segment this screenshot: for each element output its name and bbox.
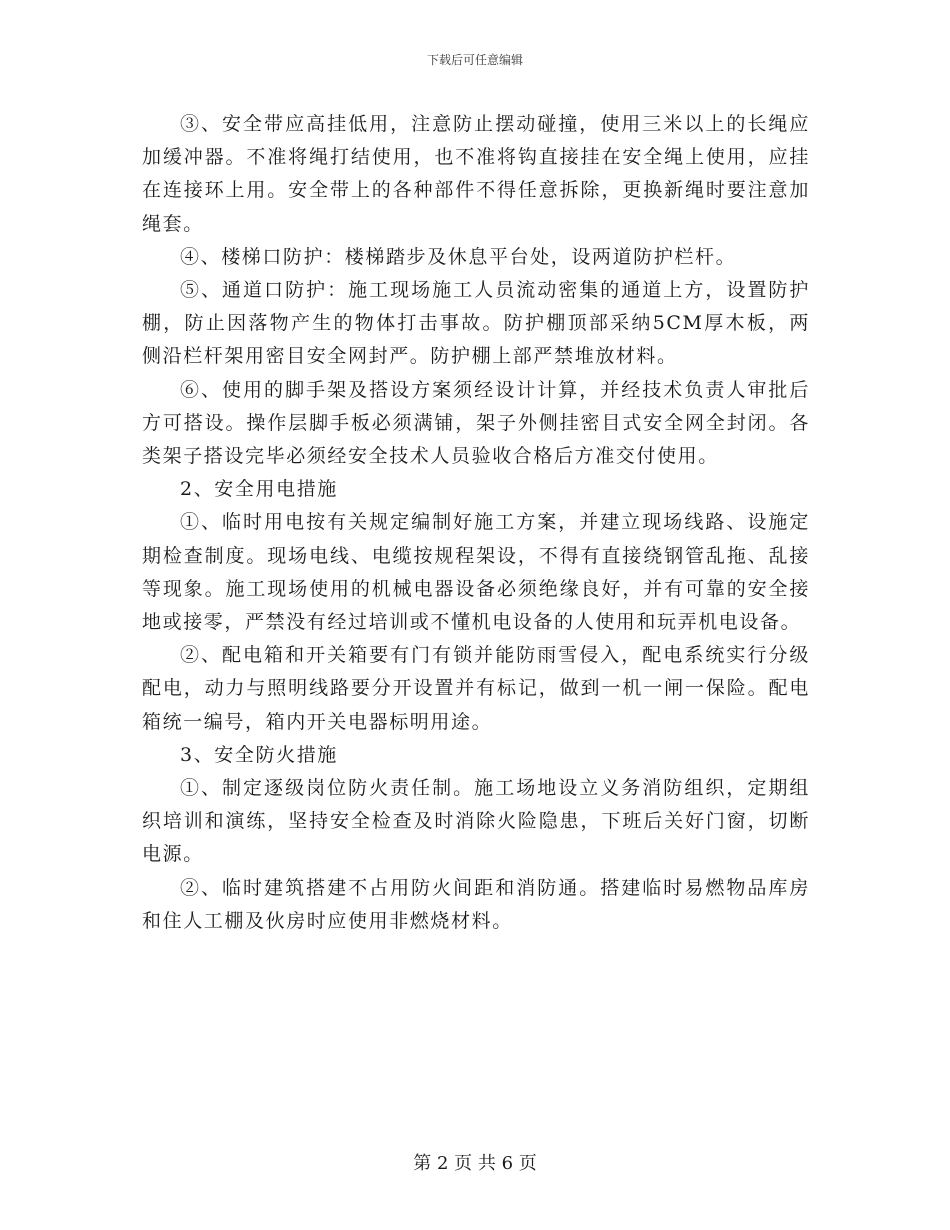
paragraph-scaffolding: ⑥、使用的脚手架及搭设方案须经设计计算，并经技术负责人审批后方可搭设。操作层脚手板必须满铺，架子外侧挂密目式安全网全封闭。各类架子搭设完毕必须经安全技术人员验收合格后方准交付使用。 (142, 378, 810, 468)
paragraph-stair-protection: ④、楼梯口防护：楼梯踏步及休息平台处，设两道防护栏杆。 (180, 245, 737, 268)
section-heading-electrical-safety: 2、安全用电措施 (180, 478, 338, 501)
paragraph-safety-belt: ③、安全带应高挂低用，注意防止摆动碰撞，使用三米以上的长绳应加缓冲器。不准将绳打结使用，也不准将钩直接挂在安全绳上使用，应挂在连接环上用。安全带上的各种部件不得任意拆除，更换新绳时要注意加绳套。 (142, 113, 810, 235)
paragraph-temporary-buildings: ②、临时建筑搭建不占用防火间距和消防通。搭建临时易燃物品库房和住人工棚及伙房时应使用非燃烧材料。 (142, 876, 810, 932)
section-heading-fire-safety: 3、安全防火措施 (180, 743, 338, 766)
page-header: 下载后可任意编辑 (426, 53, 523, 67)
page-number: 第 2 页 共 6 页 (413, 1153, 537, 1174)
paragraph-fire-responsibility: ①、制定逐级岗位防火责任制。施工场地设立义务消防组织，定期组织培训和演练，坚持安全检查及时消除火险隐患，下班后关好门窗，切断电源。 (142, 777, 810, 866)
paragraph-temporary-power: ①、临时用电按有关规定编制好施工方案，并建立现场线路、设施定期检查制度。现场电线、电缆按规程架设，不得有直接绕钢管乱拖、乱接等现象。施工现场使用的机械电器设备必须绝缘良好，并有可靠的安全接地或接零，严禁没有经过培训或不懂机电设备的人使用和玩弄机电设备。 (142, 511, 810, 634)
paragraph-passage-protection: ⑤、通道口防护：施工现场施工人员流动密集的通道上方，设置防护棚，防止因落物产生的物体打击事故。防护棚顶部采纳5CM厚木板，两侧沿栏杆架用密目安全网封严。防护棚上部严禁堆放材料。 (142, 279, 810, 368)
paragraph-distribution-box: ②、配电箱和开关箱要有门有锁并能防雨雪侵入，配电系统实行分级配电，动力与照明线路要分开设置并有标记，做到一机一闸一保险。配电箱统一编号，箱内开关电器标明用途。 (142, 644, 810, 733)
document-body (142, 108, 810, 938)
